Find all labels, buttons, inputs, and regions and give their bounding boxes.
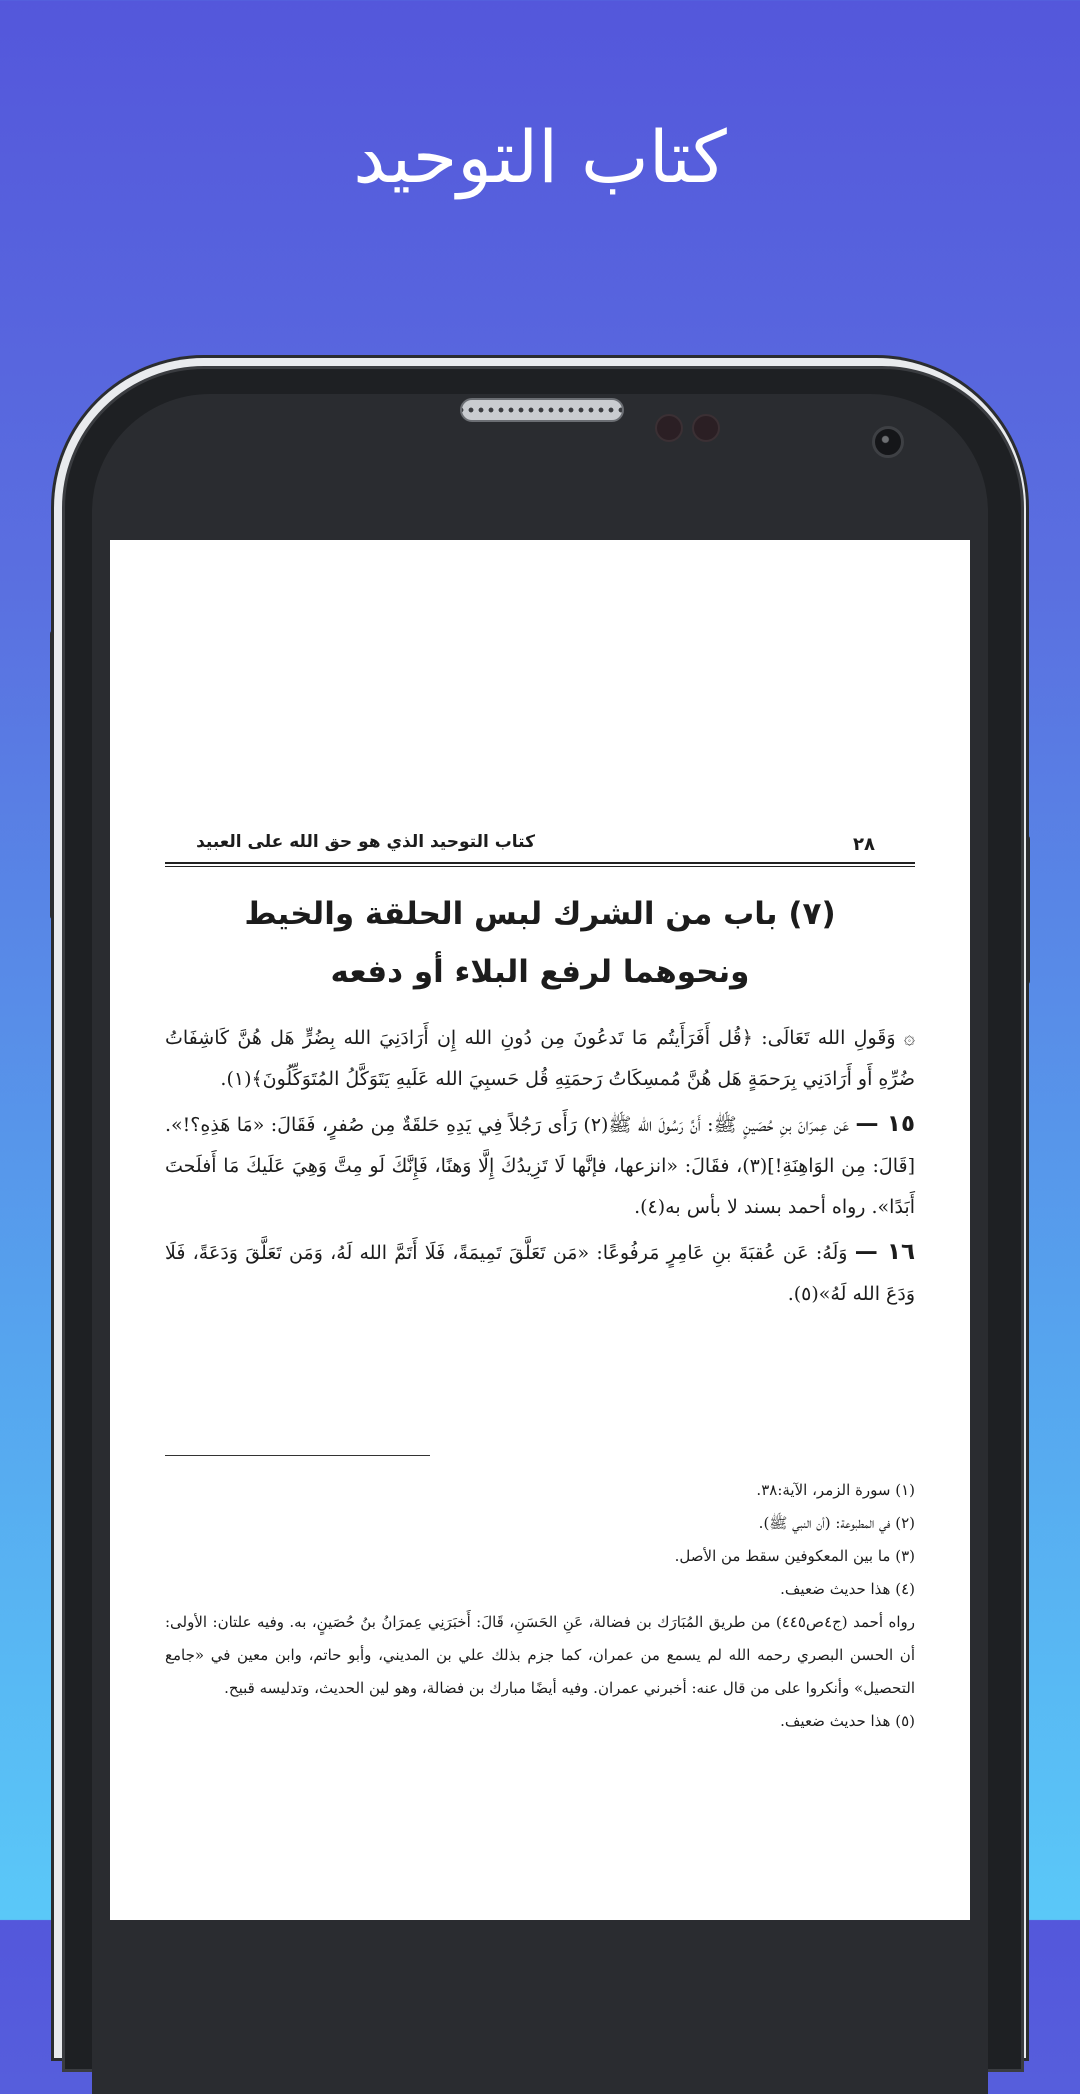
- footnote: (٣) ما بين المعكوفين سقط من الأصل.: [674, 1547, 915, 1565]
- page-number: ٢٨: [853, 834, 875, 855]
- promo-title: كتاب التوحيد: [353, 115, 727, 199]
- footnote: (٢) في المطبوعة: (أن النبي ﷺ).: [758, 1514, 915, 1532]
- paragraph-verse: [165, 1018, 915, 1100]
- book-page[interactable]: [110, 540, 970, 1920]
- hadith-number: ١٦ —: [854, 1239, 916, 1265]
- chapter-title-line-1: (٧) باب من الشرك لبس الحلقة والخيط: [244, 896, 836, 932]
- phone-screen[interactable]: [110, 540, 970, 1920]
- paragraph-text: عَن عِمرَانَ بنِ حُصَينٍ ﷺ: أَنَّ رَسُولَ الله ﷺ(٢) رَأَى رَجُلاً فِي يَدِهِ حَلقَةٌ مِن صُفرٍ، فَقَالَ: «مَا هَذِهِ؟!». [قَالَ: مِن الوَاهِنَةِ!](٣)، فقَالَ: «انزعها، فإنَّها لَا تَزِيدُكَ إِلَّا وَهنًا، فَإِنَّكَ لَو مِتَّ وَهِيَ عَلَيكَ مَا أَفلَحتَ أَبَدًا». رواه أحمد بسند لا بأس به(٤).: [165, 1114, 915, 1218]
- chapter-title-line-2: ونحوهما لرفع البلاء أو دفعه: [330, 954, 750, 990]
- proximity-sensor: [655, 414, 683, 442]
- paragraph-text: ۞ وَقَولِ الله تَعَالَى: ﴿قُل أَفَرَأَيتُم مَا تَدعُونَ مِن دُونِ الله إِن أَرَادَنِيَ الله بِضُرٍّ هَل هُنَّ كَاشِفَاتُ ضُرِّهِ أَو أَرَادَنِي بِرَحمَةٍ هَل هُنَّ مُمسِكَاتُ رَحمَتِهِ قُل حَسبِيَ الله عَلَيهِ يَتَوَكَّلُ المُتَوَكِّلُونَ﴾(١).: [165, 1027, 915, 1090]
- speaker-grille: [460, 398, 624, 422]
- footnote: (٤) هذا حديث ضعيف.: [780, 1580, 915, 1598]
- footnotes: [165, 1474, 915, 1738]
- body-text: [165, 1018, 915, 1319]
- front-camera-icon: [872, 426, 904, 458]
- footnote-rule: [165, 1455, 430, 1456]
- paragraph-hadith-16: [165, 1232, 915, 1315]
- footnote: (١) سورة الزمر، الآية:٣٨.: [756, 1481, 915, 1499]
- footnote: رواه أحمد (ج٤ص٤٤٥) من طريق المُبَارَك بن فضالة، عَنِ الحَسَنِ، قَالَ: أَخبَرَنِي عِمرَانُ بنُ حُصَينٍ، به. وفيه علتان: الأولى: أن الحسن البصري رحمه الله لم يسمع من عمران، كما جزم بذلك علي بن المديني، وأبو حاتم، وابن معين في «جامع التحصيل» وأنكروا على من قال عنه: أخبرني عمران. وفيه أيضًا مبارك بن فضالة، وهو لين الحديث، وتدليسه قبيح.: [165, 1613, 915, 1697]
- header-rule: [165, 862, 915, 867]
- chapter-title: [170, 885, 910, 1001]
- running-title: كتاب التوحيد الذي هو حق الله على العبيد: [196, 832, 535, 852]
- light-sensor: [692, 414, 720, 442]
- footnote: (٥) هذا حديث ضعيف.: [780, 1712, 915, 1730]
- paragraph-text: وَلَهُ: عَن عُقبَةَ بنِ عَامِرٍ مَرفُوعًا: «مَن تَعَلَّقَ تَمِيمَةً، فَلَا أَتَمَّ الله لَهُ، وَمَن تَعَلَّقَ وَدَعَةً، فَلَا وَدَعَ الله لَهُ»(٥).: [165, 1242, 915, 1305]
- running-head: [165, 832, 915, 862]
- hadith-number: ١٥ —: [855, 1111, 915, 1137]
- paragraph-hadith-15: [165, 1104, 915, 1228]
